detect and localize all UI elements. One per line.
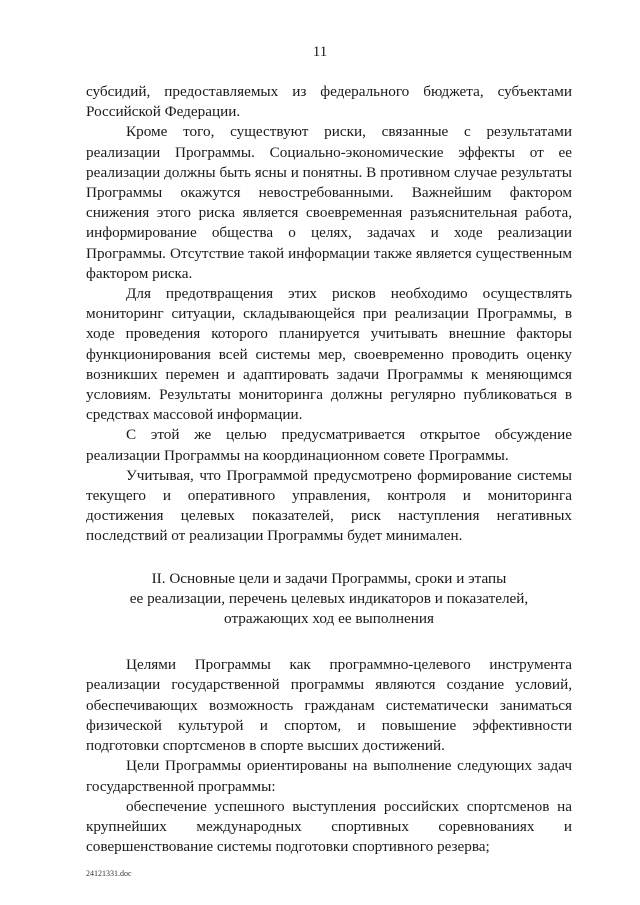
section-heading-line-1: II. Основные цели и задачи Программы, сроки и этапы <box>151 569 507 587</box>
section-heading-line-3: отражающих ход ее выполнения <box>224 610 434 628</box>
document-body <box>86 82 572 857</box>
paragraph-4: С этой же целью предусматривается открытое обсуждение реализации Программы на координационном совете Программы. <box>86 426 572 464</box>
paragraph-3: Для предотвращения этих рисков необходимо осуществлять мониторинг ситуации, складывающейся при реализации Программы, в ходе проведения которого планируется учитывать внешние факторы функционирования всей системы мер, своевременно проводить оценку возникших перемен и адаптировать задачи Программы к меняющимся условиям. Результаты мониторинга должны регулярно публиковаться в средствах массовой информации. <box>86 285 572 424</box>
section-heading <box>86 569 572 630</box>
paragraph-8: обеспечение успешного выступления российских спортсменов на крупнейших международных спортивных соревнованиях и совершенствование системы подготовки спортивного резерва; <box>86 797 572 856</box>
paragraph-5: Учитывая, что Программой предусмотрено формирование системы текущего и оперативного управления, контроля и мониторинга достижения целевых показателей, риск наступления негативных последствий от реализации Программы будет минимален. <box>86 466 572 545</box>
footer-filename: 24121331.doc <box>86 869 132 878</box>
paragraph-1: субсидий, предоставляемых из федерального бюджета, субъектами Российской Федерации. <box>86 83 572 121</box>
paragraph-7: Цели Программы ориентированы на выполнение следующих задач государственной программы: <box>86 757 572 795</box>
section-heading-line-2: ее реализации, перечень целевых индикаторов и показателей, <box>129 589 529 607</box>
paragraph-6: Целями Программы как программно-целевого инструмента реализации государственной программы являются создание условий, обеспечивающих возможность гражданам систематически заниматься физической культурой и спортом, и повышение эффективности подготовки спортсменов в спорте высших достижений. <box>86 656 572 755</box>
paragraph-2: Кроме того, существуют риски, связанные с результатами реализации Программы. Социально-экономические эффекты от ее реализации должны быть ясны и понятны. В противном случае результаты Программы окажутся невостребованными. Важнейшим фактором снижения этого риска является своевременная разъяснительная работа, информирование общества о целях, задачах и ходе реализации Программы. Отсутствие такой информации также является существенным фактором риска. <box>86 123 572 282</box>
page-number: 11 <box>312 44 328 60</box>
